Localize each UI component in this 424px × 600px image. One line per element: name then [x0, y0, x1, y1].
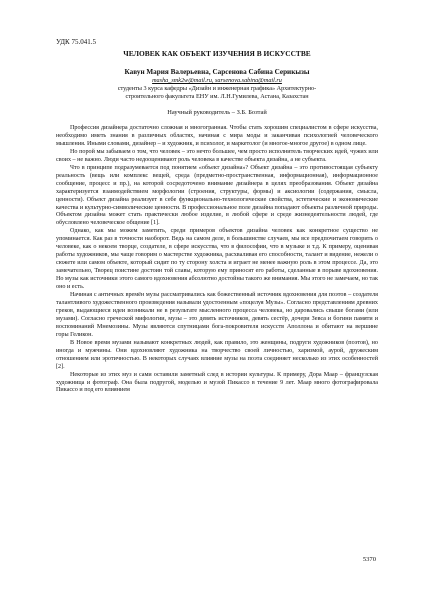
paragraph: Однако, как мы можем заметить, среди примеров объектов дизайна человек как конкретное существо не упоминается. Как раз в точности наоборот. Ведь на самом деле, в большинстве случаев, мы все предпочитаем говорить о человеке, как о некоем творце, создателе, в сфере искусства, что в философии, что в музыке и т.д. К примеру, оценивая работы художников, мы чаще говорим о мастерстве художника, расхваливая его способности, талант и видение, нежели о сюжете или самом объекте, который сидит по ту сторону холста и играет не менее важную роль в этом процессе. Да, это замечательно, Творец поистине достоин той славы, которую ему приносят его работы, сделанные в порыве вдохновения. Но музы как источники этого самого вдохновения абсолютно достойны такого же внимания. Мы этого не замечаем, но так оно и есть.	[56, 228, 378, 291]
paragraph: Некоторые из этих муз и сами оставили заметный след в истории культуры. К примеру, Дора Маар – французская художница и фотограф. Она была подругой, моделью и музой Пикассо в течение 9 лет. Маар много фотографировала Пикассо и под его влиянием	[56, 371, 378, 394]
paragraph: В Новое время музами называют конкретных людей, как правило, это женщины, подруги художников (поэтов), но иногда и мужчины. Они вдохновляют художника на творчество своей личностью, харизмой, аурой, дружеским отношением или эротичностью. В некоторых случаях влияние музы на поэта соединяет несколько из этих особенностей [2].	[56, 339, 378, 370]
affiliation-line: строительного факультета ЕНУ им. Л.Н.Гумилева, Астана, Казахстан	[125, 93, 309, 100]
scientific-advisor: Научный руководитель – З.Б. Бозтай	[167, 109, 267, 116]
article-title: ЧЕЛОВЕК КАК ОБЪЕКТ ИЗУЧЕНИЯ В ИСКУССТВЕ	[123, 49, 311, 58]
article-body	[56, 125, 378, 395]
paragraph: Что в принципе подразумевается под понятием «объект дизайна»? Объект дизайна – это противостоящая субъекту реальность (вещь или комплекс вещей, среда (предметно-пространственная, информационная), информационное сообщение, процесс и пр.), на которой сосредоточено внимание дизайнера в целях преобразования. Объект дизайна характеризуется взаимодействием морфологии (строения, структуры, формы) и аксиологии (содержания, смысла, ценности). Объект дизайна реализует в себе функционально-технологические свойства, эстетические и экономические качества и культурно-символические ценности. В профессиональное поле дизайна попадают объекты различной природы. Объектом дизайна может стать практически любое изделие, в любой сфере и среде жизнедеятельности людей, где обусловлено человеческое общение [1].	[56, 164, 378, 227]
affiliation	[56, 85, 378, 101]
author-emails[interactable]: masha_smk2w@mail.ru, sarsenova.sabina@mail.ru	[152, 77, 282, 84]
page-number: 5370	[362, 556, 376, 563]
authors: Кавун Мария Валерьевна, Сарсенова Сабина Серикызы	[124, 68, 310, 76]
paragraph: Профессия дизайнера достаточно сложная и многогранная. Чтобы стать хорошим специалистом в сфере искусства, необходимо иметь знания в различных областях, начиная с мира моды и заканчивая психологией человеческого мышления. Иными словами, дизайнер – и художник, и психолог, и маркетолог (и многое-многое другое) в одном лице.	[56, 125, 378, 147]
paragraph: Но порой мы забываем о том, что человек – это нечто большее, чем просто исполнитель творческих идей, чужих или своих – не важно. Люди часто недооценивают роль человека в качестве объекта дизайна, а не субъекта.	[56, 148, 378, 163]
udk-code: УДК 75.041.5	[56, 38, 96, 46]
paragraph: Начиная с античных времён музы рассматривались как божественный источник вдохновения для поэтов – создателя талантливого художественного произведения называли удостоенным «поцелуя Музы». Согласно представлениям древних греков, выдающиеся идеи возникали не в результате мысленного процесса человека, но даровались свыше богами (или музами). Согласно греческой мифологии, музы – это девять источников, девять сестёр, дочери Зевса и богини памяти и воспоминаний Мнемозины. Музы являются спутницами бога-покровителя искусств Аполлона и обитают на вершине горы Геликон.	[56, 292, 378, 338]
affiliation-line: студенты 3 курса кафедры «Дизайн и инженерная графика» Архитектурно-	[117, 85, 317, 92]
